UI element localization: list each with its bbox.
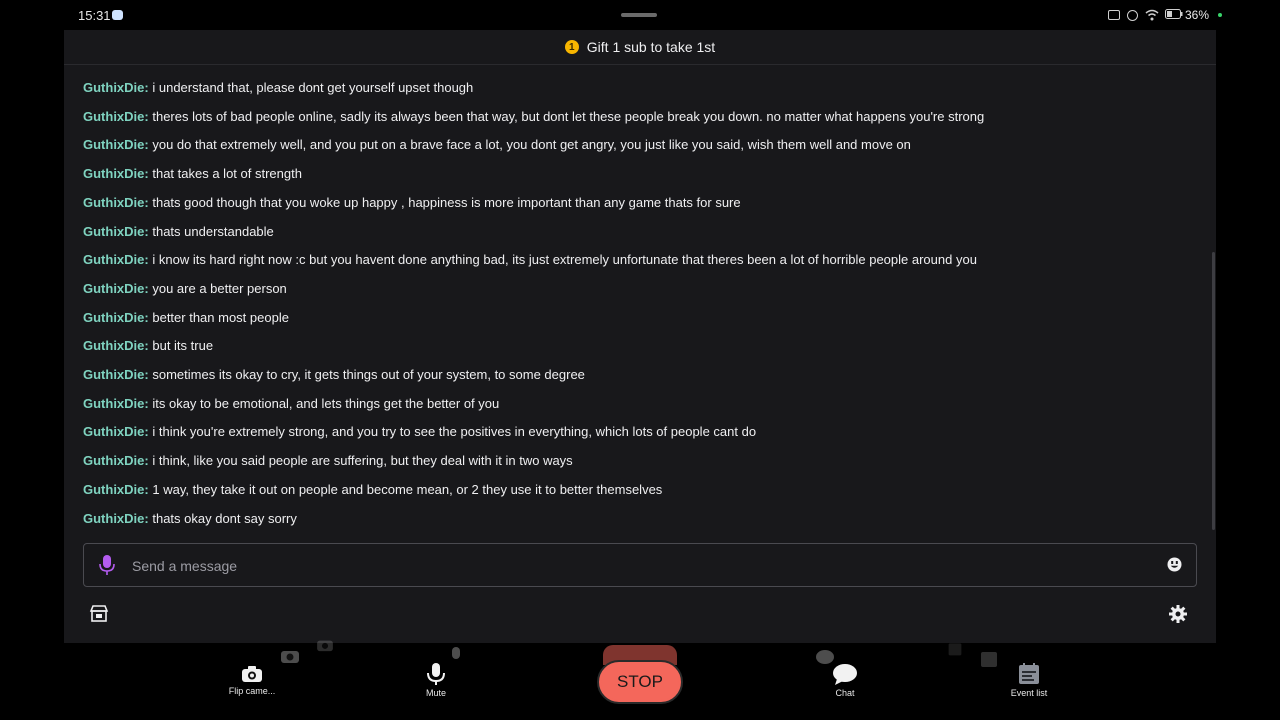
chat-message-text: thats okay dont say sorry — [152, 510, 297, 526]
chat-message[interactable] — [83, 453, 573, 469]
store-icon[interactable] — [90, 604, 108, 622]
chat-username[interactable]: GuthixDie: — [83, 338, 149, 354]
chat-message[interactable] — [83, 338, 213, 354]
chat-bubble-icon — [832, 663, 858, 685]
cast-icon — [1108, 10, 1120, 20]
chat-username[interactable]: GuthixDie: — [83, 80, 149, 95]
chat-message-text: its okay to be emotional, and lets things get the better of you — [152, 395, 500, 411]
mute-button[interactable] — [418, 663, 454, 698]
chat-message-list[interactable] — [64, 65, 1208, 535]
message-input[interactable] — [130, 544, 1134, 588]
chat-username[interactable]: GuthixDie: — [83, 367, 149, 382]
microphone-icon[interactable] — [98, 555, 116, 575]
chat-username[interactable]: GuthixDie: — [83, 510, 149, 526]
camera-ghost-icon — [280, 648, 300, 664]
charging-indicator — [1218, 13, 1222, 17]
chat-username[interactable]: GuthixDie: — [83, 481, 149, 497]
flip-camera-icon — [241, 665, 263, 683]
chat-message[interactable] — [83, 424, 756, 440]
event-list-ghost-icon — [979, 649, 999, 669]
chat-username[interactable]: GuthixDie: — [83, 453, 149, 469]
chat-message-text: better than most people — [152, 309, 289, 325]
chat-message[interactable] — [83, 109, 984, 125]
battery-icon — [1165, 9, 1178, 21]
message-input-box[interactable] — [83, 543, 1197, 587]
chat-message-text: you are a better person — [152, 280, 287, 296]
battery-percent: 36% — [1185, 8, 1210, 22]
pinned-text: Gift 1 sub to take 1st — [586, 39, 716, 55]
chat-message-text: i think, like you said people are suffering, but they deal with it in two ways — [152, 453, 573, 469]
chat-username[interactable]: GuthixDie: — [83, 166, 149, 182]
stop-stream-button[interactable]: STOP — [597, 660, 683, 704]
drag-handle[interactable] — [621, 13, 657, 17]
chat-username[interactable]: GuthixDie: — [83, 395, 149, 411]
chat-message-text: but its true — [152, 338, 214, 354]
chat-username[interactable]: GuthixDie: — [83, 108, 149, 124]
chat-message[interactable] — [83, 396, 499, 412]
event-list-label: Event list — [1010, 688, 1048, 698]
chat-message[interactable] — [83, 224, 274, 240]
coin-icon: 1 — [565, 40, 579, 54]
chat-message[interactable] — [83, 166, 302, 182]
chat-username[interactable]: GuthixDie: — [83, 194, 149, 210]
flip-camera-label: Flip came... — [228, 686, 276, 696]
chat-message[interactable] — [83, 195, 741, 211]
status-icons — [1108, 8, 1222, 22]
chat-message[interactable] — [83, 252, 977, 268]
chat-message[interactable] — [83, 137, 911, 153]
chat-username[interactable]: GuthixDie: — [83, 252, 149, 268]
event-list-ghost-icon — [946, 641, 964, 657]
chat-message-text: thats understandable — [152, 223, 274, 239]
chat-username[interactable]: GuthixDie: — [83, 223, 149, 239]
chat-message[interactable] — [83, 310, 289, 326]
chat-message-text: theres lots of bad people online, sadly its always been that way, but dont let these people break you down. no matter what happens you're strong — [152, 108, 985, 124]
chat-username[interactable]: GuthixDie: — [83, 424, 149, 440]
chat-message[interactable] — [83, 367, 585, 383]
chat-message[interactable] — [83, 80, 473, 96]
chat-username[interactable]: GuthixDie: — [83, 309, 149, 325]
chat-label: Chat — [835, 688, 855, 698]
microphone-mute-icon — [426, 663, 446, 685]
event-list-button[interactable] — [1006, 663, 1052, 698]
chat-message-text: i understand that, please dont get yourself upset though — [152, 80, 474, 95]
chat-panel — [64, 30, 1216, 643]
chat-message[interactable] — [83, 482, 662, 498]
chat-message-text: 1 way, they take it out on people and become mean, or 2 they use it to better themselves — [152, 481, 663, 497]
chat-message[interactable] — [83, 281, 287, 297]
chat-scrollbar[interactable] — [1212, 252, 1215, 530]
chat-message-text: i know its hard right now :c but you havent done anything bad, its just extremely unfortunate that theres been a lot of horrible people around you — [152, 252, 977, 268]
event-list-icon — [1017, 663, 1041, 685]
chat-button[interactable] — [828, 663, 862, 698]
chat-username[interactable]: GuthixDie: — [83, 280, 149, 296]
system-status-bar — [0, 0, 1280, 30]
mute-label: Mute — [425, 688, 446, 698]
app-notification-icon — [112, 10, 123, 20]
chat-message[interactable] — [83, 511, 297, 527]
chat-message-text: i think you're extremely strong, and you try to see the positives in everything, which lots of people cant do — [152, 424, 757, 440]
data-saver-icon — [1127, 10, 1138, 21]
chat-message-text: that takes a lot of strength — [152, 166, 302, 182]
emote-icon[interactable] — [1167, 557, 1182, 572]
chat-message-text: sometimes its okay to cry, it gets things out of your system, to some degree — [152, 367, 585, 382]
status-time: 15:31 — [78, 8, 111, 23]
settings-gear-icon[interactable] — [1168, 604, 1188, 624]
chat-username[interactable]: GuthixDie: — [83, 137, 149, 153]
chat-message-text: thats good though that you woke up happy , happiness is more important than any game thats for sure — [152, 194, 741, 210]
flip-camera-button[interactable] — [226, 665, 278, 696]
pinned-gift-banner[interactable] — [64, 30, 1216, 65]
camera-ghost-icon — [316, 638, 334, 652]
wifi-icon — [1145, 9, 1158, 21]
chat-message-text: you do that extremely well, and you put on a brave face a lot, you dont get angry, you just like you said, wish them well and move on — [152, 137, 911, 153]
